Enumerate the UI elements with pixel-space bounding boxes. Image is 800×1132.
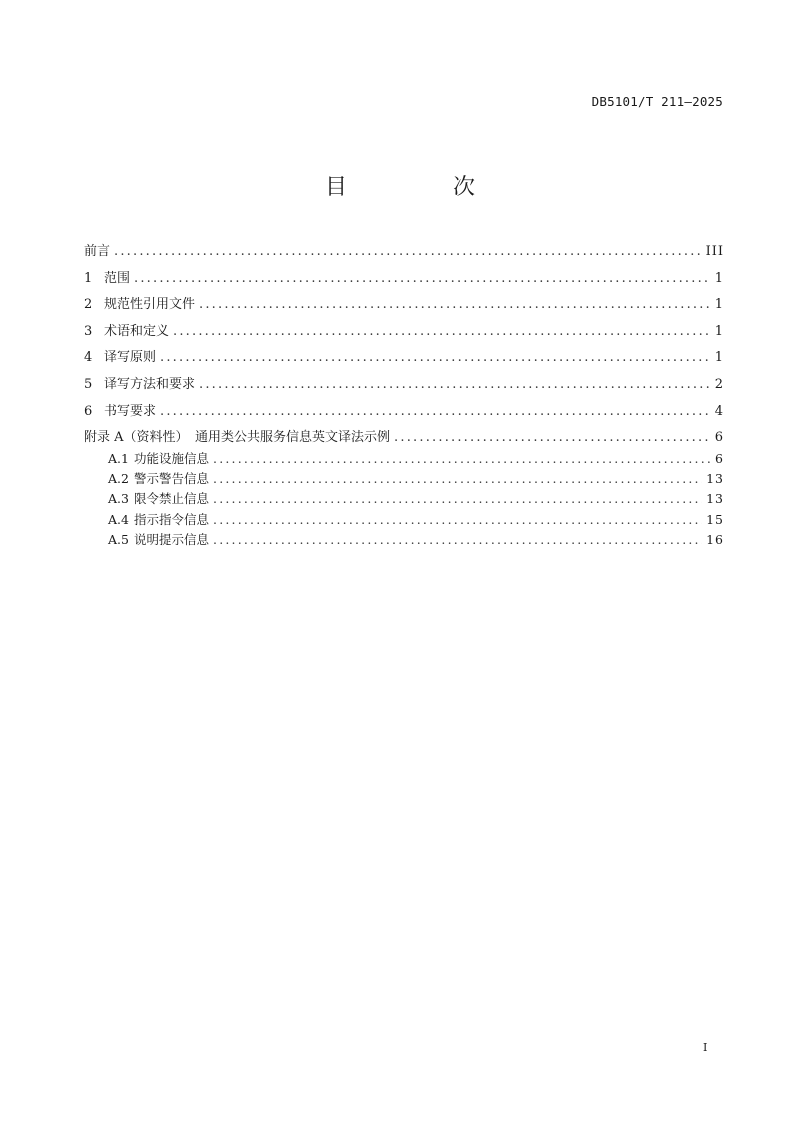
toc-entry[interactable] bbox=[84, 320, 724, 347]
toc-entry-label: 译写方法和要求 bbox=[104, 376, 196, 392]
toc-entry-label: 规范性引用文件 bbox=[104, 297, 196, 313]
toc-entry[interactable] bbox=[84, 293, 724, 320]
toc-entry-label: 限令禁止信息 bbox=[134, 491, 210, 507]
toc-entry-page: 1 bbox=[714, 323, 724, 339]
toc-entry-number: 3 bbox=[84, 323, 93, 339]
toc-entry-page: 15 bbox=[706, 511, 724, 527]
toc-entry-number: 5 bbox=[84, 376, 93, 392]
toc-entry-page: 6 bbox=[715, 450, 724, 466]
toc-entry-page: 4 bbox=[714, 403, 724, 419]
toc-entry-label: 前言 bbox=[84, 244, 111, 259]
document-code: DB5101/T 211—2025 bbox=[591, 94, 723, 109]
dot-leader bbox=[173, 324, 710, 339]
toc-entry[interactable] bbox=[84, 267, 724, 294]
dot-leader bbox=[213, 532, 702, 547]
toc-entry-label: 功能设施信息 bbox=[134, 450, 210, 466]
toc-entry-page: 1 bbox=[714, 270, 724, 286]
dot-leader bbox=[160, 404, 710, 419]
toc-entry[interactable] bbox=[84, 530, 724, 550]
toc-entry-label: 指示指令信息 bbox=[134, 511, 210, 527]
dot-leader bbox=[199, 297, 710, 312]
toc-entry[interactable] bbox=[84, 400, 724, 427]
toc-entry-label: 范围 bbox=[104, 270, 131, 286]
toc-entry-number: 6 bbox=[84, 403, 93, 419]
toc-entry-label: 附录 A（资料性） 通用类公共服务信息英文译法示例 bbox=[84, 430, 391, 446]
table-of-contents bbox=[84, 240, 724, 550]
toc-entry-number: 2 bbox=[84, 297, 93, 313]
toc-entry-number: A.1 bbox=[108, 450, 129, 466]
dot-leader bbox=[114, 244, 702, 259]
toc-entry[interactable] bbox=[84, 510, 724, 530]
toc-entry-number: 1 bbox=[84, 270, 93, 286]
toc-entry[interactable] bbox=[84, 469, 724, 489]
toc-entry-page: 16 bbox=[706, 531, 724, 547]
toc-entry-page: 13 bbox=[706, 471, 724, 487]
page-number: I bbox=[703, 1041, 708, 1054]
toc-entry-label: 说明提示信息 bbox=[134, 531, 210, 547]
toc-entry[interactable] bbox=[84, 373, 724, 400]
toc-entry[interactable] bbox=[84, 346, 724, 373]
dot-leader bbox=[160, 350, 710, 365]
toc-entry-number: A.5 bbox=[108, 531, 129, 547]
toc-entry-number: A.4 bbox=[108, 511, 129, 527]
dot-leader bbox=[213, 451, 710, 466]
toc-entry-page: 6 bbox=[714, 430, 724, 446]
toc-entry[interactable] bbox=[84, 449, 724, 469]
dot-leader bbox=[134, 271, 710, 286]
toc-entry-page: 1 bbox=[714, 350, 724, 366]
dot-leader bbox=[213, 491, 702, 506]
toc-entry-label: 警示警告信息 bbox=[134, 471, 210, 487]
toc-entry-number: 4 bbox=[84, 350, 93, 366]
dot-leader bbox=[394, 430, 710, 445]
toc-entry-page: 13 bbox=[706, 491, 724, 507]
toc-entry-number: A.3 bbox=[108, 491, 129, 507]
toc-entry-label: 术语和定义 bbox=[104, 323, 170, 339]
page-title: 目 次 bbox=[324, 175, 517, 200]
toc-entry-page: 1 bbox=[714, 297, 724, 313]
dot-leader bbox=[213, 471, 702, 486]
toc-entry-page: 2 bbox=[714, 376, 724, 392]
toc-entry-label: 译写原则 bbox=[104, 350, 157, 366]
toc-entry-label: 书写要求 bbox=[104, 403, 157, 419]
dot-leader bbox=[199, 377, 710, 392]
toc-entry[interactable] bbox=[84, 240, 724, 267]
toc-entry[interactable] bbox=[84, 489, 724, 509]
toc-entry-page: III bbox=[705, 244, 724, 259]
dot-leader bbox=[213, 512, 702, 527]
toc-entry-number: A.2 bbox=[108, 471, 129, 487]
